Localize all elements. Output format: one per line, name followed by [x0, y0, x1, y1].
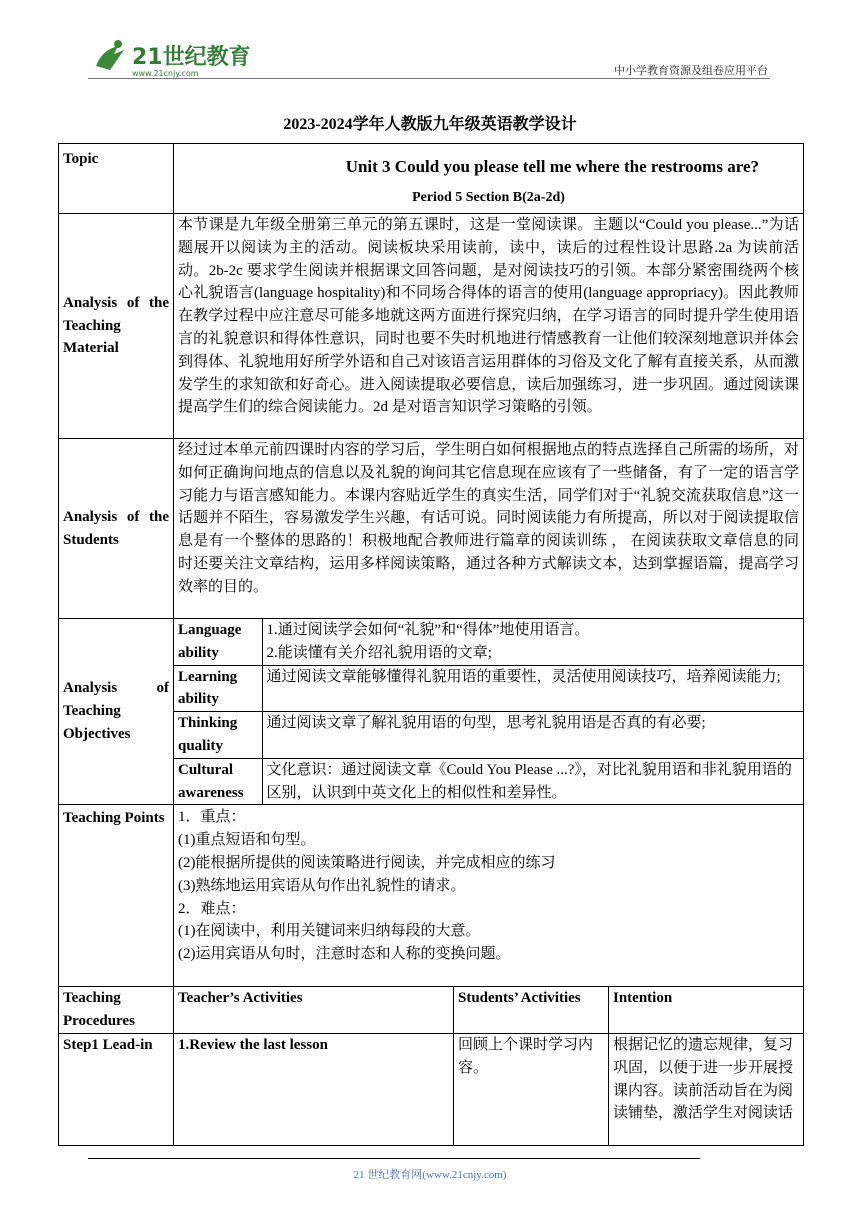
topic-row — [59, 144, 804, 214]
students-activities-header: Students’ Activities — [454, 987, 609, 1034]
step1-students: 回顾上个课时学习内容。 — [454, 1033, 609, 1145]
page-header — [88, 28, 768, 78]
topic-content — [174, 144, 804, 214]
points-line: 1．重点： — [178, 809, 246, 826]
objective-desc — [262, 619, 803, 665]
objective-name: Language ability — [174, 619, 262, 665]
students-row — [59, 439, 804, 619]
students-label: Analysis of the Students — [59, 439, 174, 619]
points-line: 2．难点： — [178, 900, 246, 917]
svg-text:21世纪教育: 21世纪教育 — [132, 45, 251, 70]
material-label: Analysis of the Teaching Material — [59, 214, 174, 439]
material-row — [59, 214, 804, 439]
header-divider — [88, 78, 770, 79]
unit-title: Unit 3 Could you please tell me where the restrooms are? — [345, 157, 759, 176]
objective-desc: 通过阅读文章了解礼貌用语的句型，思考礼貌用语是否真的有必要; — [262, 712, 803, 759]
points-line: (1)在阅读中，利用关键词来归纳每段的大意。 — [178, 923, 481, 940]
students-text: 经过过本单元前四课时内容的学习后，学生明白如何根据地点的特点选择自己所需的场所，对如何正确询问地点的信息以及礼貌的询问其它信息现在应该有了一些储备，有了一定的语言学习能力与语言感知能力。本课内容贴近学生的真实生活，同学们对于“礼貌交流获取信息”这一话题并不陌生，容易激发学生兴趣，有话可说。同时阅读能力有所提高，所以对于阅读提取信息是有一个整体的思路的！积极地配合教师进行篇章的阅读训练 ， 在阅读获取文章信息的同时还要关注文章结构，运用多样阅读策略，通过各种方式解读文本，达到掌握语篇，提高学习效率的目的。 — [174, 439, 804, 619]
step1-row — [59, 1033, 804, 1145]
footer-divider — [88, 1158, 700, 1159]
step1-intention: 根据记忆的遗忘规律，复习巩固，以便于进一步开展授课内容。读前活动旨在为阅读铺垫，激活学生对阅读话 — [609, 1033, 804, 1145]
points-row — [59, 805, 804, 987]
objective-line: 1.通过阅读学会如何“礼貌”和“得体”地使用语言。 — [266, 622, 590, 638]
svg-text:www.21cnjy.com: www.21cnjy.com — [132, 69, 199, 78]
objectives-row — [59, 619, 804, 805]
points-line: (1)重点短语和句型。 — [178, 832, 316, 849]
footer-text: 21 世纪教育网(www.21cnjy.com) — [353, 1169, 507, 1181]
procedures-header-row — [59, 987, 804, 1034]
document-title: 2023-2024学年人教版九年级英语教学设计 — [283, 116, 577, 133]
period-title: Period 5 Section B(2a-2d) — [412, 189, 565, 205]
points-line: (2)运用宾语从句时，注意时态和人称的变换问题。 — [178, 946, 511, 963]
objective-name: Learning ability — [174, 665, 262, 712]
points-label: Teaching Points — [59, 805, 174, 987]
objective-line: 2.能读懂有关介绍礼貌用语的文章; — [266, 644, 492, 661]
objectives-label: Analysis of Teaching Objectives — [59, 619, 174, 805]
lesson-plan-table — [58, 143, 804, 1146]
step1-label: Step1 Lead-in — [59, 1033, 174, 1145]
objective-name: Cultural awareness — [174, 758, 262, 804]
step1-teacher: 1.Review the last lesson — [174, 1033, 454, 1145]
objective-row — [174, 758, 803, 804]
objective-row — [174, 665, 803, 712]
objective-desc: 通过阅读文章能够懂得礼貌用语的重要性，灵活使用阅读技巧，培养阅读能力; — [262, 665, 803, 712]
objective-desc: 文化意识：通过阅读文章《Could You Please ...?》，对比礼貌用语和非礼貌用语的区别，认识到中英文化上的相似性和差异性。 — [262, 758, 803, 804]
procedures-label: Teaching Procedures — [59, 987, 174, 1034]
platform-name: 中小学教育资源及组卷应用平台 — [614, 64, 768, 77]
objective-row — [174, 619, 803, 665]
intention-header: Intention — [609, 987, 804, 1034]
site-logo — [88, 36, 268, 80]
points-line: (3)熟练地运用宾语从句作出礼貌性的请求。 — [178, 877, 466, 894]
objective-row — [174, 712, 803, 759]
points-content — [174, 805, 804, 987]
objectives-grid — [174, 619, 804, 805]
topic-label: Topic — [59, 144, 174, 214]
objective-name: Thinking quality — [174, 712, 262, 759]
teacher-activities-header: Teacher’s Activities — [174, 987, 454, 1034]
objectives-table — [174, 619, 803, 804]
material-text: 本节课是九年级全册第三单元的第五课时，这是一堂阅读课。主题以“Could you please...”为话题展开以阅读为主的活动。阅读板块采用读前，读中，读后的过程性设计思路.2a 为读前活动。2b-2c 要求学生阅读并根据课文回答问题，是对阅读技巧的引领。本部分紧密围绕两个核心礼貌语言(language hospitality)和不同场合得体的语言的使用(language appropriacy)。因此教师在教学过程中应注意尽可能多地就这两方面进行探究归纳，在学习语言的同时提升学生使用语言的礼貌意识和得体性意识，同时也要不失时机地进行情感教育一让他们较深刻地意识并体会到得体、礼貌地用好所学外语和自己对该语言运用群体的习俗及文化了解有直接关系，从而激发学生的求知欲和好奇心。进入阅读提取必要信息，读后加强练习，进一步巩固。通过阅读课提高学生们的综合阅读能力。2d 是对语言知识学习策略的引领。 — [174, 214, 804, 439]
points-line: (2)能根据所提供的阅读策略进行阅读，并完成相应的练习 — [178, 854, 556, 871]
